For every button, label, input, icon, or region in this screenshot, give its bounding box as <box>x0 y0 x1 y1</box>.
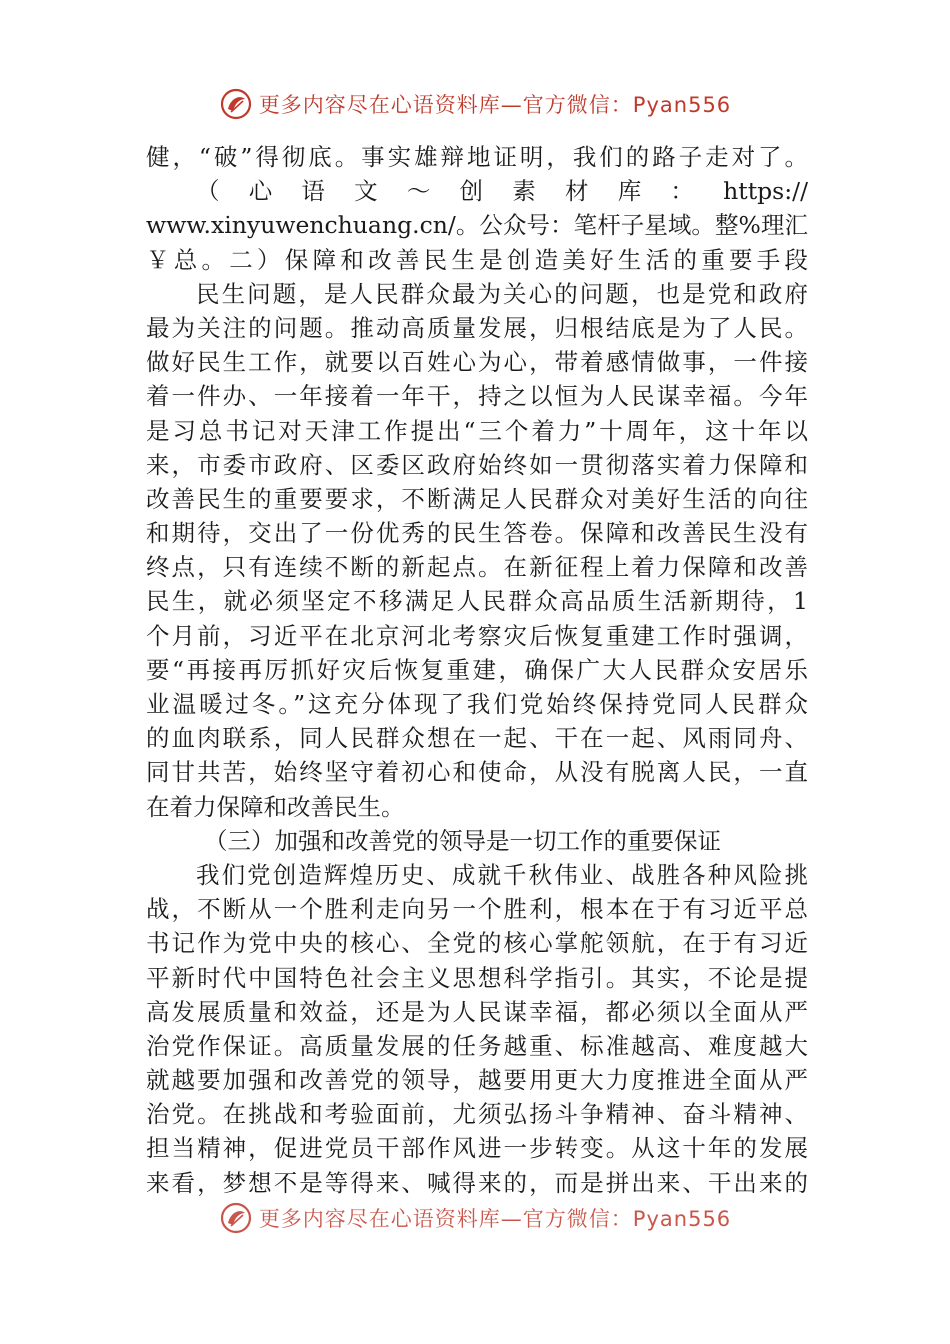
body-line: 终点，只有连续不断的新起点。在新征程上着力保障和改善 <box>146 553 808 582</box>
body-line: 战，不断从一个胜利走向另一个胜利，根本在于有习近平总 <box>146 895 808 924</box>
body-line: 在着力保障和改善民生。 <box>146 792 405 821</box>
body-line: （ 心 语 文 ～ 创 素 材 库 ： https:// <box>196 177 808 206</box>
header-watermark <box>0 82 950 126</box>
body-line: 书记作为党中央的核心、全党的核心掌舵领航，在于有习近 <box>146 929 808 958</box>
seal-logo-icon <box>219 87 253 121</box>
body-line: 治党。在挑战和考验面前，尤须弘扬斗争精神、奋斗精神、 <box>146 1100 808 1129</box>
watermark-text: 更多内容尽在心语资料库—官方微信：Pyan556 <box>258 93 732 117</box>
body-line: 个月前，习近平在北京河北考察灾后恢复重建工作时强调， <box>146 621 808 650</box>
body-line: 治党作保证。高质量发展的任务越重、标准越高、难度越大 <box>146 1031 808 1060</box>
body-line: 来看，梦想不是等得来、喊得来的，而是拼出来、干出来的 <box>146 1168 808 1197</box>
body-line: 民生，就必须坚定不移满足人民群众高品质生活新期待，1 <box>146 587 808 616</box>
body-line: 同甘共苦，始终坚守着初心和使命，从没有脱离人民，一直 <box>146 758 808 787</box>
section-heading: ￥总。二）保障和改善民生是创造美好生活的重要手段 <box>146 245 808 274</box>
body-line: 是习总书记对天津工作提出“三个着力”十周年，这十年以 <box>146 416 808 445</box>
section-heading: （三）加强和改善党的领导是一切工作的重要保证 <box>204 826 721 855</box>
body-line: 着一件办、一年接着一年干，持之以恒为人民谋幸福。今年 <box>146 382 808 411</box>
body-line: 改善民生的重要要求，不断满足人民群众对美好生活的向往 <box>146 484 808 513</box>
body-line: 民生问题，是人民群众最为关心的问题，也是党和政府 <box>196 279 808 308</box>
body-line: 我们党创造辉煌历史、成就千秋伟业、战胜各种风险挑 <box>196 860 808 889</box>
body-line: 业温暖过冬。”这充分体现了我们党始终保持党同人民群众 <box>146 690 808 718</box>
body-line: 和期待，交出了一份优秀的民生答卷。保障和改善民生没有 <box>146 519 808 548</box>
body-line: 高发展质量和效益，还是为人民谋幸福，都必须以全面从严 <box>146 997 808 1026</box>
body-line: 要“再接再厉抓好灾后恢复重建，确保广大人民群众安居乐 <box>146 655 808 684</box>
body-line: 最为关注的问题。推动高质量发展，归根结底是为了人民。 <box>146 313 808 342</box>
body-line: 来，市委市政府、区委区政府始终如一贯彻落实着力保障和 <box>146 450 808 479</box>
footer-watermark <box>0 1196 950 1240</box>
document-body <box>146 140 808 1200</box>
body-line: 担当精神，促进党员干部作风进一步转变。从这十年的发展 <box>146 1134 808 1163</box>
body-line: www.xinyuwenchuang.cn/。公众号：笔杆子星域。整%理汇 <box>146 211 808 240</box>
body-line: 的血肉联系，同人民群众想在一起、干在一起、风雨同舟、 <box>146 724 808 753</box>
body-line: 就越要加强和改善党的领导，越要用更大力度推进全面从严 <box>146 1066 808 1095</box>
watermark-text: 更多内容尽在心语资料库—官方微信：Pyan556 <box>258 1207 732 1231</box>
seal-logo-icon <box>219 1201 253 1235</box>
body-line: 健，“破”得彻底。事实雄辩地证明，我们的路子走对了。 <box>146 143 808 171</box>
body-line: 做好民生工作，就要以百姓心为心，带着感情做事，一件接 <box>146 348 808 377</box>
body-line: 平新时代中国特色社会主义思想科学指引。其实，不论是提 <box>146 963 808 992</box>
